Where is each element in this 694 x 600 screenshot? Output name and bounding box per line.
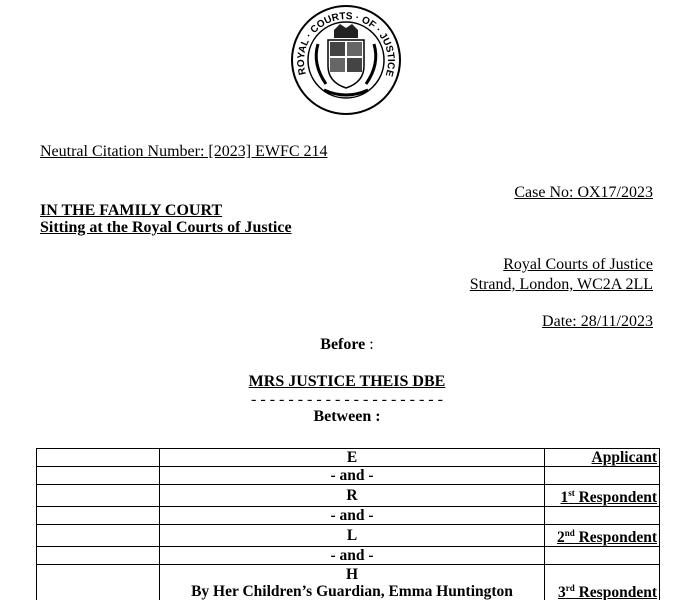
address-line-2: Strand, London, WC2A 2LL xyxy=(469,276,653,293)
before-colon: : xyxy=(365,336,374,353)
table-row xyxy=(37,467,660,485)
parties-table xyxy=(36,448,660,600)
party-name: L xyxy=(160,525,545,547)
role-text: Respondent xyxy=(574,584,657,600)
before-label xyxy=(0,336,694,354)
court-sitting: Sitting at the Royal Courts of Justice xyxy=(40,219,292,236)
party-name xyxy=(160,565,545,600)
party-role: Applicant xyxy=(545,449,660,467)
party-name: R xyxy=(160,485,545,507)
party-role xyxy=(545,525,660,547)
ordinal-suffix: nd xyxy=(564,528,575,539)
party-initial: H xyxy=(345,566,359,584)
table-row xyxy=(37,507,660,525)
role-text: Respondent xyxy=(574,529,657,547)
ordinal: 1 xyxy=(560,489,569,507)
ordinal: 3 xyxy=(557,584,566,600)
table-row xyxy=(37,547,660,565)
separator-and: - and - xyxy=(160,467,545,485)
svg-text:ROYAL · COURTS · OF · JUSTICE: ROYAL · COURTS · OF · JUSTICE xyxy=(295,11,397,78)
between-label: Between : xyxy=(313,408,381,425)
table-row xyxy=(37,565,660,600)
separator-and: - and - xyxy=(160,547,545,565)
party-name: E xyxy=(160,449,545,467)
table-row xyxy=(37,449,660,467)
party-guardian: By Her Children’s Guardian, Emma Huntington xyxy=(191,583,513,600)
judge-name: MRS JUSTICE THEIS DBE xyxy=(248,373,446,390)
neutral-citation: Neutral Citation Number: [2023] EWFC 214 xyxy=(40,143,328,160)
separator-and: - and - xyxy=(160,507,545,525)
party-role xyxy=(545,485,660,507)
ordinal-suffix: st xyxy=(568,488,575,498)
ordinal: 2 xyxy=(556,529,565,547)
court-name: IN THE FAMILY COURT xyxy=(40,202,223,219)
case-number: Case No: OX17/2023 xyxy=(514,184,653,201)
address-line-1: Royal Courts of Justice xyxy=(503,256,653,273)
party-role xyxy=(545,565,660,600)
before-text: Before xyxy=(320,336,366,353)
table-row xyxy=(37,485,660,507)
judgment-date: Date: 28/11/2023 xyxy=(542,313,653,330)
table-row xyxy=(37,525,660,547)
role-text: Respondent xyxy=(574,489,657,507)
ordinal-suffix: rd xyxy=(565,583,575,594)
separator-dashes: - - - - - - - - - - - - - - - - - - - - - xyxy=(251,391,443,408)
royal-courts-of-justice-seal xyxy=(290,4,402,116)
